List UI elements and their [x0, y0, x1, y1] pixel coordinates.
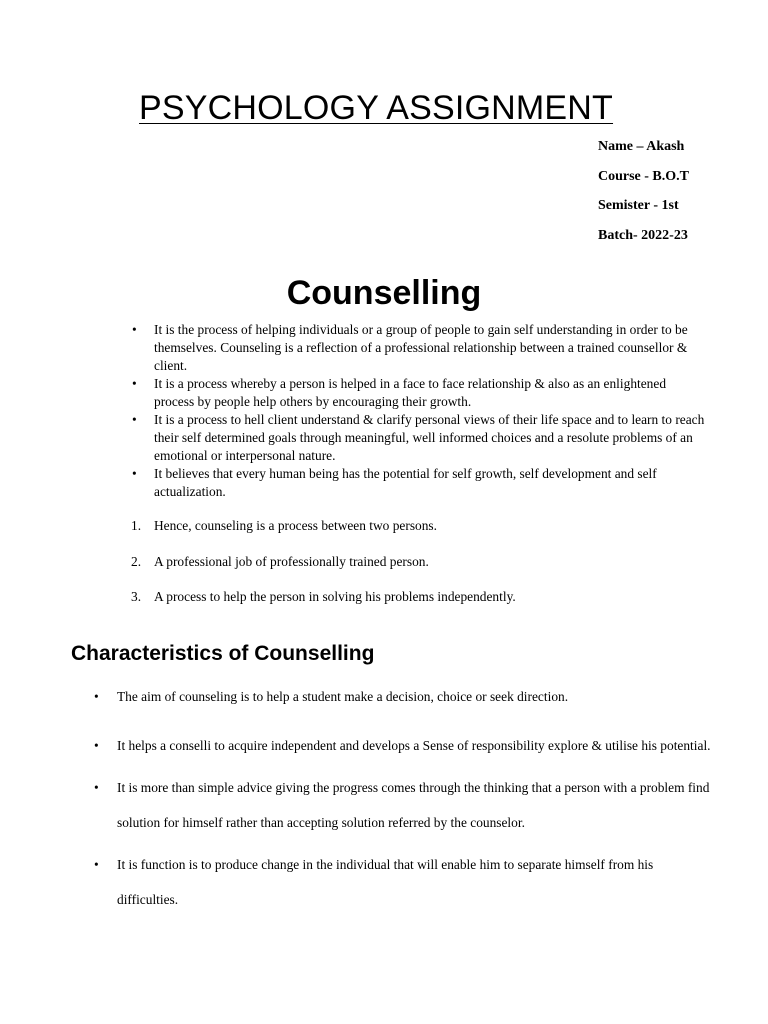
list-item-text: It believes that every human being has the potential for self growth, self development and self actualization. [154, 466, 657, 499]
bullet-icon: • [132, 322, 137, 337]
list-item-text: It helps a conselli to acquire independent and develops a Sense of responsibility explore & utilise his potential. [117, 738, 711, 753]
numbered-item-text: Hence, counseling is a process between two persons. [154, 518, 437, 533]
list-item [94, 728, 717, 763]
student-batch: Batch- 2022-23 [598, 227, 688, 243]
list-item [132, 375, 706, 411]
counselling-bullet-list [132, 321, 706, 501]
bullet-icon: • [94, 857, 99, 872]
numbered-item [131, 517, 516, 535]
student-name: Name – Akash [598, 139, 685, 154]
list-item [94, 770, 717, 840]
document-title: PSYCHOLOGY ASSIGNMENT [139, 89, 614, 127]
list-item-text: It is a process whereby a person is helped in a face to face relationship & also as an enlightened process by people help others by encouraging their growth. [154, 376, 667, 409]
list-item [94, 847, 717, 917]
list-item [132, 321, 706, 375]
counselling-heading: Counselling [286, 274, 482, 312]
bullet-icon: • [132, 376, 137, 391]
bullet-icon: • [94, 689, 99, 704]
student-semester: Semister - 1st [598, 198, 679, 213]
list-item [94, 686, 717, 707]
list-item-text: It is more than simple advice giving the progress comes through the thinking that a person with a problem find solution for himself rather than accepting solution referred by the counselor. [117, 780, 710, 830]
item-number: 3. [131, 589, 142, 604]
item-number: 1. [131, 518, 142, 533]
list-item-text: The aim of counseling is to help a student make a decision, choice or seek direction. [117, 689, 569, 704]
list-item-text: It is the process of helping individuals or a group of people to gain self understanding in order to be themselves. Counseling is a reflection of a professional relationship between a trained counsellor & client. [154, 322, 688, 373]
bullet-icon: • [132, 412, 137, 427]
numbered-item-text: A professional job of professionally trained person. [154, 553, 429, 569]
student-course: Course - B.O.T [598, 168, 689, 184]
characteristics-heading: Characteristics of Counselling [71, 642, 375, 665]
numbered-item [131, 588, 516, 606]
numbered-item [131, 553, 516, 571]
item-number: 2. [131, 553, 142, 569]
list-item [132, 411, 706, 465]
list-item-text: It is a process to hell client understand & clarify personal views of their life space and to learn to reach their self determined goals through meaningful, well informed choices and a resolute problems of an emotional or interpersonal nature. [154, 412, 705, 463]
counselling-numbered-list [131, 517, 516, 624]
student-info [598, 139, 689, 257]
numbered-item-text: A process to help the person in solving his problems independently. [154, 589, 516, 604]
bullet-icon: • [94, 780, 99, 795]
list-item [132, 465, 706, 501]
bullet-icon: • [94, 738, 99, 753]
characteristics-list [94, 686, 717, 924]
bullet-icon: • [132, 466, 137, 481]
list-item-text: It is function is to produce change in the individual that will enable him to separate himself from his difficulties. [117, 857, 654, 907]
